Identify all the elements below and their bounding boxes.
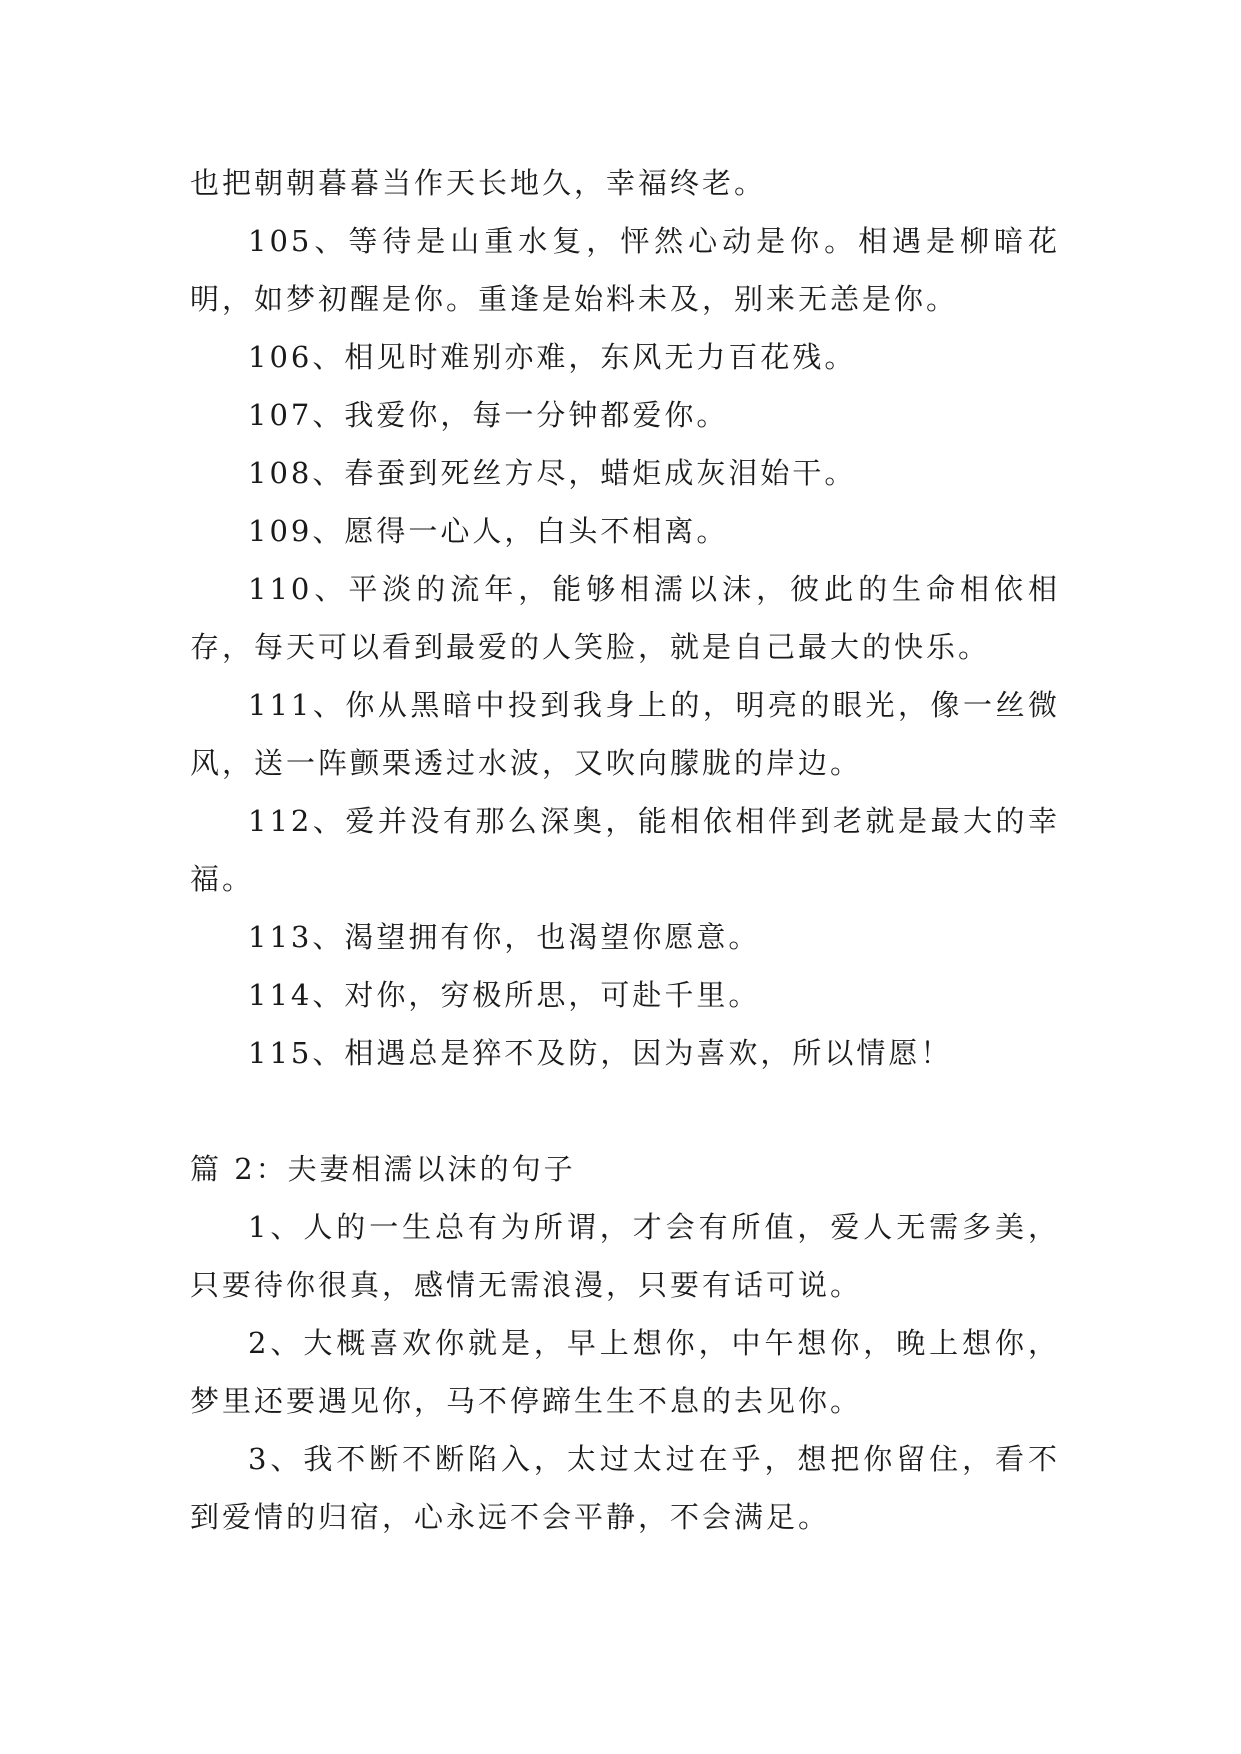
paragraph-1: 1、人的一生总有为所谓，才会有所值，爱人无需多美，只要待你很真，感情无需浪漫，只要有话可说。 bbox=[190, 1210, 1060, 1302]
paragraph-109: 109、愿得一心人，白头不相离。 bbox=[248, 514, 729, 548]
section-title: 篇 2：夫妻相濡以沫的句子 bbox=[190, 1152, 576, 1186]
paragraph-112: 112、爱并没有那么深奥，能相依相伴到老就是最大的幸福。 bbox=[190, 804, 1060, 896]
paragraph-113: 113、渴望拥有你，也渴望你愿意。 bbox=[248, 920, 761, 954]
paragraph-107: 107、我爱你，每一分钟都爱你。 bbox=[248, 398, 729, 432]
paragraph-110: 110、平淡的流年，能够相濡以沫，彼此的生命相依相存，每天可以看到最爱的人笑脸，就是自己最大的快乐。 bbox=[190, 572, 1060, 664]
paragraph-2: 2、大概喜欢你就是，早上想你，中午想你，晚上想你，梦里还要遇见你，马不停蹄生生不息的去见你。 bbox=[190, 1326, 1060, 1418]
paragraph-3: 3、我不断不断陷入，太过太过在乎，想把你留住，看不到爱情的归宿，心永远不会平静，不会满足。 bbox=[190, 1442, 1060, 1534]
paragraph-continuation: 也把朝朝暮暮当作天长地久，幸福终老。 bbox=[190, 166, 767, 200]
paragraph-106: 106、相见时难别亦难，东风无力百花残。 bbox=[248, 340, 857, 374]
document-body bbox=[190, 154, 1060, 1546]
paragraph-114: 114、对你，穷极所思，可赴千里。 bbox=[248, 978, 761, 1012]
paragraph-105: 105、等待是山重水复，怦然心动是你。相遇是柳暗花明，如梦初醒是你。重逢是始料未及，别来无恙是你。 bbox=[190, 224, 1060, 316]
paragraph-111: 111、你从黑暗中投到我身上的，明亮的眼光，像一丝微风，送一阵颤栗透过水波，又吹向朦胧的岸边。 bbox=[190, 688, 1060, 780]
paragraph-115: 115、相遇总是猝不及防，因为喜欢，所以情愿！ bbox=[248, 1036, 953, 1070]
paragraph-108: 108、春蚕到死丝方尽，蜡炬成灰泪始干。 bbox=[248, 456, 857, 490]
